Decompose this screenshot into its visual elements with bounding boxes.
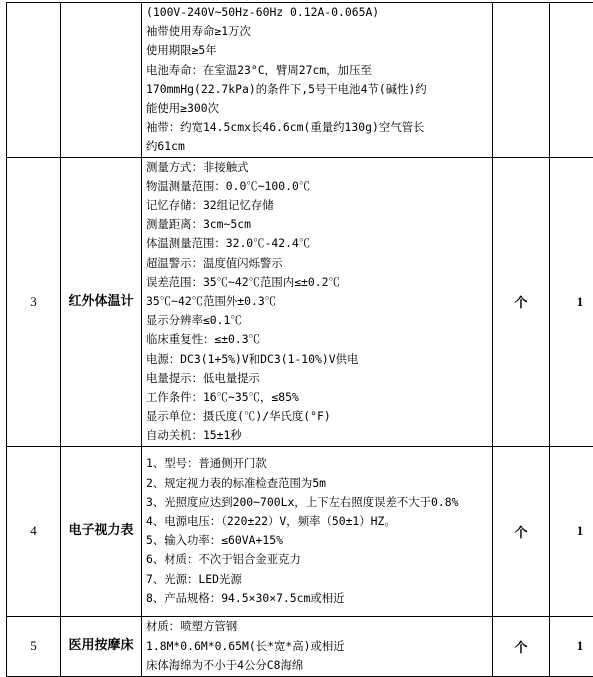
unit-cell: 个 <box>493 616 550 676</box>
spec-line: 电池寿命：在室温23°C，臂周27cm，加压至 <box>146 61 490 80</box>
spec-line: 超温警示：温度值闪烁警示 <box>146 254 490 273</box>
unit-cell: 个 <box>493 446 550 616</box>
spec-line: 体温测量范围：32.0℃-42.4℃ <box>146 234 490 253</box>
spec-cell <box>142 616 493 676</box>
row-number: 4 <box>7 446 61 616</box>
spec-line: (100V-240V~50Hz-60Hz 0.12A-0.065A) <box>146 3 490 22</box>
spec-line: 170mmHg(22.7kPa)的条件下,5号干电池4节(碱性)约 <box>146 80 490 99</box>
row-number: 3 <box>7 157 61 446</box>
spec-line: 35℃~42℃范围外±0.3℃ <box>146 292 490 311</box>
spec-line: 约61cm <box>146 137 490 156</box>
item-name: 医用按摩床 <box>61 616 142 676</box>
spec-cell <box>142 446 493 616</box>
spec-line: 袖带：约宽14.5cmx长46.6cm(重量约130g)空气管长 <box>146 118 490 137</box>
row-number <box>7 3 61 158</box>
spec-line: 自动关机：15±1秒 <box>146 426 490 445</box>
spec-line: 床体海绵为不小于4公分C8海绵 <box>146 656 490 675</box>
table-row <box>7 157 593 446</box>
spec-line: 显示分辨率≤0.1℃ <box>146 311 490 330</box>
table-row <box>7 3 593 158</box>
spec-line: 记忆存储：32组记忆存储 <box>146 196 490 215</box>
item-name: 电子视力表 <box>61 446 142 616</box>
spec-cell <box>142 3 493 158</box>
spec-line: 6、材质：不次于铝合金亚克力 <box>146 550 490 569</box>
spec-line: 7、光源：LED光源 <box>146 570 490 589</box>
quantity-cell: 1 <box>550 157 593 446</box>
spec-line: 袖带使用寿命≥1万次 <box>146 22 490 41</box>
spec-line: 3、光照度应达到200~700Lx，上下左右照度误差不大于0.8% <box>146 493 490 512</box>
quantity-cell: 1 <box>550 446 593 616</box>
spec-line: 5、输入功率：≤60VA+15% <box>146 531 490 550</box>
spec-line: 1.8M*0.6M*0.65M(长*宽*高)或相近 <box>146 637 490 656</box>
spec-cell <box>142 157 493 446</box>
spec-line: 电源：DC3(1+5%)V和DC3(1-10%)V供电 <box>146 350 490 369</box>
unit-cell: 个 <box>493 157 550 446</box>
table-row <box>7 616 593 676</box>
item-name: 红外体温计 <box>61 157 142 446</box>
spec-line: 工作条件：16℃~35℃，≤85% <box>146 388 490 407</box>
spec-line: 材质：喷塑方管钢 <box>146 617 490 636</box>
spec-line: 物温测量范围：0.0℃~100.0℃ <box>146 177 490 196</box>
spec-line: 测量方式：非接触式 <box>146 158 490 177</box>
spec-line: 显示单位：摄氏度(℃)/华氏度(°F) <box>146 407 490 426</box>
quantity-cell <box>550 3 593 158</box>
spec-line: 电量提示：低电量提示 <box>146 369 490 388</box>
spec-line: 临床重复性：≤±0.3℃ <box>146 330 490 349</box>
spec-line: 8、产品规格：94.5×30×7.5cm或相近 <box>146 589 490 608</box>
unit-cell <box>493 3 550 158</box>
quantity-cell: 1 <box>550 616 593 676</box>
spec-line: 2、规定视力表的标准检查范围为5m <box>146 474 490 493</box>
item-name <box>61 3 142 158</box>
spec-line: 能使用≥300次 <box>146 99 490 118</box>
equipment-spec-table <box>6 2 593 677</box>
spec-line: 4、电源电压：（220±22）V，频率（50±1）HZ。 <box>146 512 490 531</box>
spec-line: 测量距离：3cm~5cm <box>146 215 490 234</box>
spec-line: 使用期限≥5年 <box>146 41 490 60</box>
table-row <box>7 446 593 616</box>
spec-line: 误差范围：35℃~42℃范围内≤±0.2℃ <box>146 273 490 292</box>
spec-line: 1、型号：普通侧开门款 <box>146 454 490 473</box>
row-number: 5 <box>7 616 61 676</box>
